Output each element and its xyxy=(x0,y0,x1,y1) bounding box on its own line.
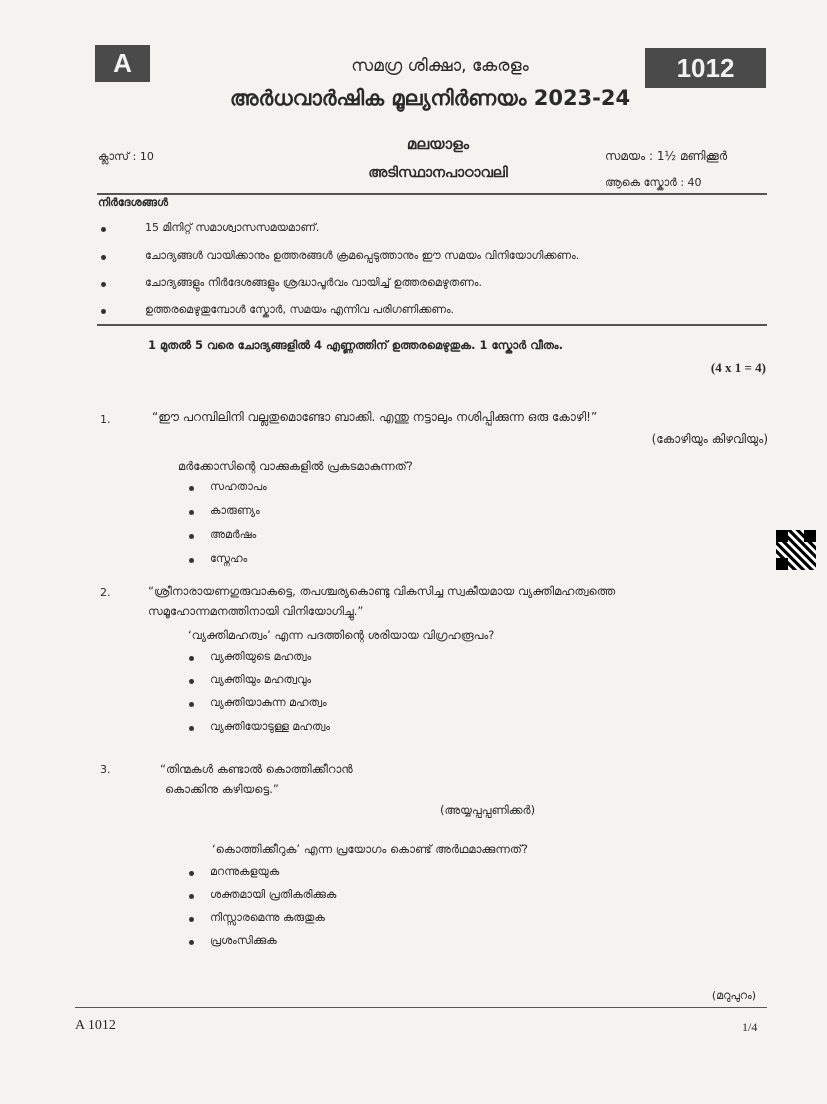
option: മറന്നുകളയുക xyxy=(210,865,280,878)
question-quote: സമൂഹോന്നമനത്തിനായി വിനിയോഗിച്ചു.” xyxy=(148,604,364,618)
paper-code-badge: 1012 xyxy=(645,48,766,88)
divider xyxy=(97,324,767,326)
quote-source: (കോഴിയും കിഴവിയും) xyxy=(651,432,768,446)
option: സ്നേഹം xyxy=(210,552,248,565)
question-quote: “തിന്മകൾ കണ്ടാൽ കൊത്തിക്കീറാൻ xyxy=(160,762,353,776)
option: ശക്തമായി പ്രതികരിക്കുക xyxy=(210,888,337,901)
bullet-icon xyxy=(101,282,106,287)
set-code-badge: A xyxy=(95,45,150,82)
bullet-icon xyxy=(189,486,194,491)
instruction-item: ചോദ്യങ്ങളും നിർദേശങ്ങളും ശ്രദ്ധാപൂർവം വായിച്ച് ഉത്തരമെഴുതണം. xyxy=(145,276,482,289)
bullet-icon xyxy=(101,309,106,314)
option: നിസ്സാരമെന്നു കരുതുക xyxy=(210,911,325,924)
question-number: 1. xyxy=(100,413,111,426)
option: പ്രശംസിക്കുക xyxy=(210,934,277,947)
bullet-icon xyxy=(189,726,194,731)
option: കാരുണ്യം xyxy=(210,504,260,517)
option: അമർഷം xyxy=(210,528,257,541)
time-label: സമയം : 1½ മണിക്കൂർ xyxy=(605,149,728,163)
section-instruction: 1 മുതൽ 5 വരെ ചോദ്യങ്ങളിൽ 4 എണ്ണത്തിന് ഉത്തരമെഴുതുക. 1 സ്കോർ വീതം. xyxy=(148,338,563,352)
question-quote: “ശ്രീനാരായണഗുരുവാകട്ടെ, തപശ്ചര്യകൊണ്ടു വികസിച്ച സ്വകീയമായ വ്യക്തിമഹത്വത്തെ xyxy=(148,584,616,598)
option: സഹതാപം xyxy=(210,480,267,493)
instruction-item: ചോദ്യങ്ങൾ വായിക്കാനും ഉത്തരങ്ങൾ ക്രമപ്പെടുത്താനും ഈ സമയം വിനിയോഗിക്കണം. xyxy=(145,249,580,262)
option: വ്യക്തിയും മഹത്വവും xyxy=(210,673,312,686)
instruction-item: ഉത്തരമെഴുതുമ്പോൾ സ്കോർ, സമയം എന്നിവ പരിഗണിക്കണം. xyxy=(145,303,455,316)
bullet-icon xyxy=(189,679,194,684)
total-score-label: ആകെ സ്കോർ : 40 xyxy=(605,176,702,189)
question-text: ‘കൊത്തിക്കീറുക’ എന്ന പ്രയോഗം കൊണ്ട് അർഥമാക്കുന്നത്? xyxy=(212,842,529,856)
question-quote: “ഈ പറമ്പിലിനി വല്ലതുമൊണ്ടോ ബാക്കി. എന്തു നട്ടാലും നശിപ്പിക്കുന്ന ഒരു കോഴി!” xyxy=(152,410,598,424)
paper-name: അടിസ്ഥാനപാഠാവലി xyxy=(368,165,508,181)
subject: മലയാളം xyxy=(406,135,470,153)
question-number: 3. xyxy=(100,763,111,776)
bullet-icon xyxy=(189,510,194,515)
class-label: ക്ലാസ് : 10 xyxy=(98,150,154,163)
bullet-icon xyxy=(189,702,194,707)
qr-code-icon xyxy=(776,530,816,570)
bullet-icon xyxy=(101,255,106,260)
option: വ്യക്തിയോടുള്ള മഹത്വം xyxy=(210,720,330,733)
bullet-icon xyxy=(189,940,194,945)
option: വ്യക്തിയാകുന്ന മഹത്വം xyxy=(210,696,327,709)
question-text: ‘വ്യക്തിമഹത്വം’ എന്ന പദത്തിന്റെ ശരിയായ വിഗ്രഹരൂപം? xyxy=(188,628,495,642)
turn-over-note: (മറുപുറം) xyxy=(711,989,756,1002)
instruction-item: 15 മിനിറ്റ് സമാശ്വാസസമയമാണ്. xyxy=(145,221,320,234)
quote-source: (അയ്യപ്പപ്പണിക്കർ) xyxy=(440,803,536,817)
question-text: മർക്കോസിന്റെ വാക്കുകളിൽ പ്രകടമാകുന്നത്? xyxy=(178,459,413,473)
page-number: 1/4 xyxy=(742,1020,758,1034)
instructions-heading: നിർദേശങ്ങൾ xyxy=(98,196,169,209)
divider xyxy=(97,193,767,195)
question-quote: കൊക്കിനു കഴിയട്ടെ.” xyxy=(165,782,279,796)
section-marks: (4 x 1 = 4) xyxy=(710,360,766,375)
question-number: 2. xyxy=(100,586,111,599)
bullet-icon xyxy=(189,558,194,563)
bullet-icon xyxy=(189,534,194,539)
bullet-icon xyxy=(189,656,194,661)
bullet-icon xyxy=(189,871,194,876)
exam-title: അർധവാർഷിക മൂല്യനിർണയം 2023-24 xyxy=(229,86,631,110)
organization: സമഗ്ര ശിക്ഷാ, കേരളം xyxy=(351,56,529,76)
bullet-icon xyxy=(189,917,194,922)
footer-code: A 1012 xyxy=(75,1018,116,1033)
bullet-icon xyxy=(189,894,194,899)
bullet-icon xyxy=(101,227,106,232)
divider xyxy=(75,1007,767,1008)
option: വ്യക്തിയുടെ മഹത്വം xyxy=(210,650,312,663)
